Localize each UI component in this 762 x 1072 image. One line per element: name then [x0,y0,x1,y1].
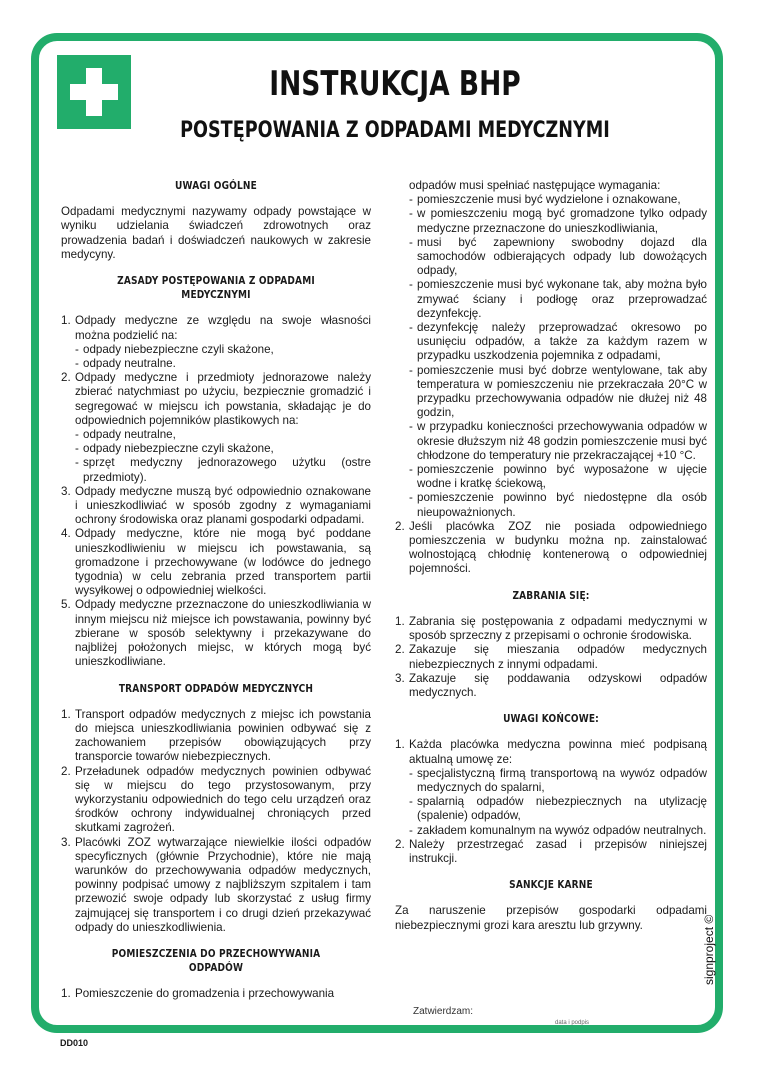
section-heading-uwagi-ogolne: UWAGI OGÓLNE [175,179,257,192]
list-subitem: - dezynfekcję należy przeprowadzać okresowo po usunięciu odpadów, a także za każdym razem w przypadku uszkodzenia pojemnika z odpadami, [409,321,707,363]
list-item: 1. Pomieszczenie do gromadzenia i przechowywania [61,987,335,1001]
list-item: 1. Transport odpadów medycznych z miejsc ich powstania do miejsca unieszkodliwiania powinien odbywać się z zachowaniem przepisów obowiązujących przy transporcie towarów niebezpiecznych. [61,707,371,764]
list-item: 2. Przeładunek odpadów medycznych powinien odbywać się w miejscu do tego przystosowanym, przy wykorzystaniu odpowiednich do tego celu urządzeń oraz środków ochrony indywidualnej chroniących przed skutkami zagrożeń. [61,764,371,835]
section-heading-transport: TRANSPORT ODPADÓW MEDYCZNYCH [118,681,314,695]
list-item: 3. Placówki ZOZ wytwarzające niewielkie ilości odpadów specyficznych (głównie Przychodnie), które nie mają warunków do przechowywania odpadów medycznych, powinny podpisać umowy z najbliższym szpitalem i tam przewozić swoje odpady lub skorzystać z usług firmy zajmującej się transportem i co drugi dzień przekazywać odpady do unieszkodliwienia. [61,835,371,934]
first-aid-cross-icon [57,55,131,129]
section-heading-pomieszczenia: POMIESZCZENIA DO PRZECHOWYWANIA ODPADÓW [111,946,321,975]
brand-label: signproject © [702,914,716,985]
list-subitem: - specjalistyczną firmą transportową na wywóz odpadów medycznych do spalarni, [409,766,707,794]
list-subitem: - sprzęt medyczny jednorazowego użytku (ostre przedmioty). [75,456,371,484]
list-subitem: - spalarnią odpadów niebezpiecznych na utylizację (spalenie) odpadów, [409,795,707,823]
list-subitem: - odpady neutralne. [75,357,176,371]
list-item: 3. Odpady medyczne muszą być odpowiednio oznakowane i unieszkodliwiać w sposób zgodny z wymaganiami ochrony środowiska oraz planami gospodarki odpadami. [61,484,371,527]
list-subitem: - odpady neutralne, [75,428,176,442]
page-title: INSTRUKCJA BHP [269,64,521,104]
sign-code: DD010 [60,1038,89,1048]
left-column [61,179,371,1002]
page-subtitle: POSTĘPOWANIA Z ODPADAMI MEDYCZNYMI [180,118,610,143]
list-subitem: - odpady niebezpieczne czyli skażone, [75,342,274,356]
approval-sublabel: data i podpis [555,1020,590,1026]
list-item: 3. Zakazuje się poddawania odzyskowi odpadów medycznych. [395,671,707,699]
uwagi-ogolne-text: Odpadami medycznymi nazywamy odpady powstające w wyniku udzielania świadczeń zdrowotnych oraz prowadzenia badań i doświadczeń naukowych w zakresie medycyny. [61,205,371,261]
section-heading-zabrania: ZABRANIA SIĘ: [512,588,590,602]
list-item: 2. Jeśli placówka ZOZ nie posiada odpowiedniego pomieszczenia w budynku można np. zainstalować wolnostojącą chłodnię kontenerową o odpowiedniej pojemności. [395,519,707,576]
list-item: 2. Należy przestrzegać zasad i przepisów niniejszej instrukcji. [395,837,707,865]
sankcje-text: Za naruszenie przepisów gospodarki odpadami niebezpiecznymi grozi kara aresztu lub grzywny. [395,904,707,932]
section-heading-uwagi-koncowe: UWAGI KOŃCOWE: [503,712,599,726]
list-subitem: - w pomieszczeniu mogą być gromadzone tylko odpady medyczne przeznaczone do unieszkodliwiania, [409,207,707,235]
list-item: 2. Zakazuje się mieszania odpadów medycznych niebezpiecznych z innymi odpadami. [395,643,707,671]
right-column [395,179,707,933]
list-subitem: - odpady niebezpieczne czyli skażone, [75,442,274,456]
list-item-continuation: odpadów musi spełniać następujące wymagania: [409,179,661,192]
list-subitem: - pomieszczenie musi być wydzielone i oznakowane, [409,193,681,207]
section-heading-sankcje: SANKCJE KARNE [509,878,593,892]
list-subitem: - pomieszczenie powinno być niedostępne dla osób nieupoważnionych. [409,491,707,519]
list-subitem: - w przypadku konieczności przechowywania odpadów w okresie dłuższym niż 48 godzin pomieszczenie musi być chłodzone do temperatury nie przekraczającej +10 °C. [409,420,707,462]
list-item: 1. Zabrania się postępowania z odpadami medycznymi w sposób sprzeczny z przepisami o ochronie środowiska. [395,614,707,643]
list-item: 2. Odpady medyczne i przedmioty jednorazowe należy zbierać natychmiast po użyciu, bezpiecznie gromadzić i segregować w miejscu ich powstania, składając je do odpowiednich pojemników plastikowych na: [61,371,371,427]
list-subitem: - pomieszczenie powinno być wyposażone w ujęcie wodne i kratkę ściekową, [409,463,707,491]
section-heading-zasady: ZASADY POSTĘPOWANIA Z ODPADAMI MEDYCZNYMI [117,274,315,302]
list-item: 1. Odpady medyczne ze względu na swoje własności można podzielić na: [61,314,371,342]
list-subitem: - zakładem komunalnym na wywóz odpadów neutralnych. [409,823,707,837]
list-subitem: - musi być zapewniony swobodny dojazd dla samochodów odbierających odpady lub dowożących odpady, [409,235,707,278]
approval-label: Zatwierdzam: [413,1006,474,1017]
list-subitem: - pomieszczenie musi być dobrze wentylowane, tak aby temperatura w pomieszczeniu nie przekraczała 20°C w przypadku przechowywania odpadów nie dłużej niż 48 godzin, [409,363,707,420]
list-item: 1. Każda placówka medyczna powinna mieć podpisaną aktualną umowę ze: [395,738,707,766]
list-item: 4. Odpady medyczne, które nie mogą być poddane unieszkodliwieniu w miejscu ich powstawania, są gromadzone i przechowywane (w lodówce do jednego tygodnia) w celu zebrania przed transportem partii wysyłkowej o odpowiedniej wielkości. [61,527,371,598]
list-subitem: - pomieszczenie musi być wykonane tak, aby można było zmywać ściany i podłogę oraz przeprowadzać dezynfekcję. [409,278,707,320]
list-item: 5. Odpady medyczne przeznaczone do unieszkodliwiania w innym miejscu niż miejsce ich powstawania, powinny być zbierane w sposób selektywny i przekazywane do najbliżej położonych miejsc, w których mogą być unieszkodliwiane. [61,598,371,669]
